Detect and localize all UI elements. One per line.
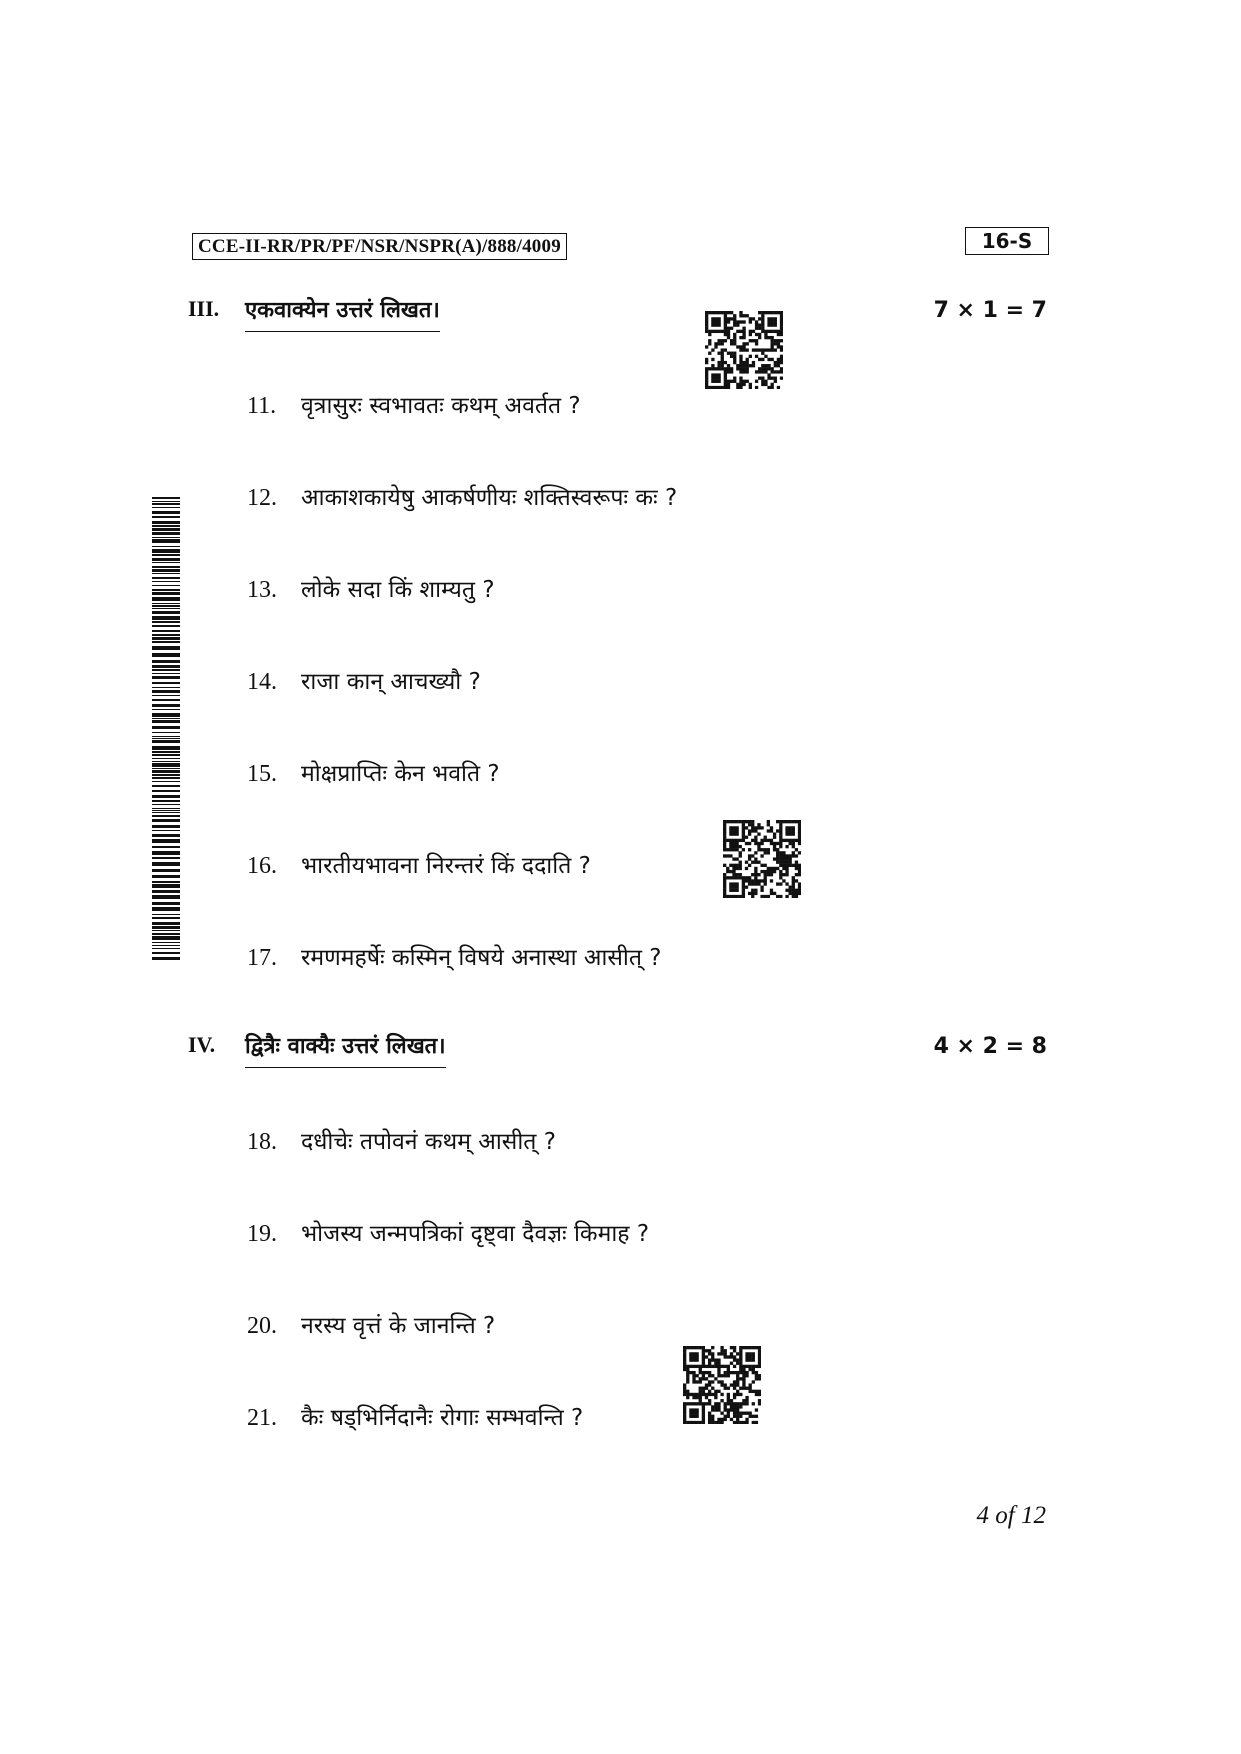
section-marks: 7 × 1 = 7	[933, 298, 1047, 323]
section-title: एकवाक्येन उत्तरं लिखत।	[245, 294, 440, 332]
question-text: भारतीयभावना निरन्तरं किं ददाति ?	[301, 853, 591, 879]
question-item	[247, 848, 591, 880]
barcode-icon	[152, 497, 180, 965]
question-text: मोक्षप्राप्तिः केन भवति ?	[301, 761, 500, 787]
paper-version-box: 16-S	[965, 227, 1049, 255]
question-text: भोजस्य जन्मपत्रिकां दृष्ट्वा दैवज्ञः किमाह ?	[301, 1221, 650, 1247]
section-number: III.	[188, 296, 220, 321]
question-text: दधीचेः तपोवनं कथम् आसीत् ?	[301, 1129, 556, 1155]
question-item	[247, 1308, 495, 1340]
question-number: 16.	[247, 853, 277, 879]
question-number: 11.	[247, 393, 277, 419]
question-item	[247, 940, 661, 972]
question-text: कैः षड्भिर्निदानैः रोगाः सम्भवन्ति ?	[301, 1405, 584, 1431]
question-text: नरस्य वृत्तं के जानन्ति ?	[301, 1313, 496, 1339]
qr-code-icon	[683, 1346, 761, 1424]
question-item	[247, 1124, 556, 1156]
section-title: द्वित्रैः वाक्यैः उत्तरं लिखत।	[245, 1030, 446, 1068]
question-number: 17.	[247, 945, 277, 971]
question-text: वृत्रासुरः स्वभावतः कथम् अवर्तत ?	[301, 393, 581, 419]
question-item	[247, 1400, 583, 1432]
question-item	[247, 664, 481, 696]
question-number: 13.	[247, 577, 277, 603]
question-number: 18.	[247, 1129, 277, 1155]
question-text: राजा कान् आचख्यौ ?	[301, 669, 481, 695]
question-text: लोके सदा किं शाम्यतु ?	[301, 577, 495, 603]
section-marks: 4 × 2 = 8	[933, 1034, 1047, 1059]
qr-code-icon	[723, 820, 801, 898]
question-number: 21.	[247, 1405, 277, 1431]
question-item	[247, 480, 677, 512]
page-number: 4 of 12	[976, 1502, 1046, 1529]
question-text: रमणमहर्षेः कस्मिन् विषये अनास्था आसीत् ?	[301, 945, 662, 971]
exam-code: CCE-II-RR/PR/PF/NSR/NSPR(A)/888/4009	[192, 233, 567, 260]
question-item	[247, 756, 500, 788]
question-number: 14.	[247, 669, 277, 695]
question-item	[247, 1216, 649, 1248]
qr-code-icon	[705, 311, 783, 389]
question-item	[247, 572, 495, 604]
question-number: 12.	[247, 485, 277, 511]
question-number: 19.	[247, 1221, 277, 1247]
question-number: 15.	[247, 761, 277, 787]
section-number: IV.	[188, 1032, 216, 1057]
question-item	[247, 388, 581, 420]
question-text: आकाशकायेषु आकर्षणीयः शक्तिस्वरूपः कः ?	[301, 485, 678, 511]
question-number: 20.	[247, 1313, 277, 1339]
